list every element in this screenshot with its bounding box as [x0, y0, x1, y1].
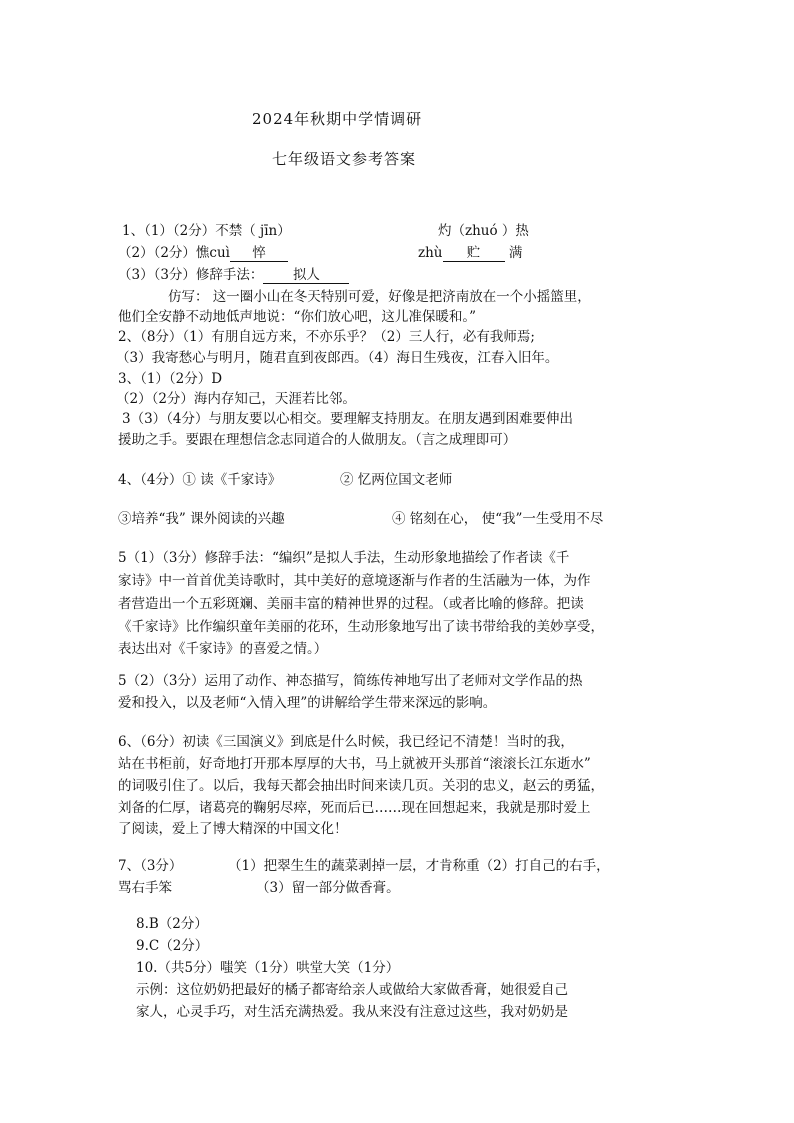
- q6-line1: 6、（6分）初读《三国演义》到底是什么时候，我已经记不清楚！当时的我，: [118, 734, 574, 750]
- q5-1-line1: 5（1）（3分）修辞手法：“编织”是拟人手法，生动形象地描绘了作者读《千: [118, 550, 570, 566]
- q6-line4: 刘备的仁厚，诸葛亮的鞠躬尽瘁，死而后已……现在回想起来，我就是那时爱上: [118, 800, 591, 816]
- q1-part1-b: 灼（zhuó ）热: [438, 223, 529, 239]
- q6-line3: 的词吸引住了。以后，我每天都会抽出时间来读几页。关羽的忠义，赵云的勇猛，: [118, 778, 604, 794]
- q1-part3-line: [118, 266, 349, 284]
- q5-1-line3: 者营造出一个五彩斑斓、美丽丰富的精神世界的过程。（或者比喻的修辞。把读: [118, 596, 584, 612]
- q1-part2-line: [118, 244, 288, 262]
- q3-line4: 援助之手。要跟在理想信念志同道合的人做朋友。（言之成理即可）: [118, 432, 517, 448]
- q1-part3-b1: 仿写： 这一圈小山在冬天特别可爱，好像是把济南放在一个小摇篮里，: [168, 289, 591, 305]
- q4-line1-b: ② 忆两位国文老师: [340, 472, 453, 488]
- q4-line1-a: 4、（4分）① 读《千家诗》: [118, 472, 282, 488]
- q1-part3-a: （3）（3分）修辞手法：: [118, 267, 264, 283]
- question-9: 9.C（2分）: [136, 938, 209, 954]
- q5-2-line1: 5（2）（3分）运用了动作、神态描写，简练传神地写出了老师对文学作品的热: [118, 673, 583, 689]
- q5-2-line2: 爱和投入，以及老师“入情入理”的讲解给学生带来深远的影响。: [118, 695, 497, 711]
- question-8: 8.B（2分）: [136, 916, 208, 932]
- q2-line2: （3）我寄愁心与明月，随君直到夜郎西。（4）海日生残夜，江春入旧年。: [116, 350, 559, 366]
- q6-line2: 站在书柜前，好奇地打开那本厚厚的大书，马上就被开头那首“滚滚长江东逝水”: [118, 756, 591, 772]
- q10-line1: 10.（共5分）嗤笑（1分）哄堂大笑（1分）: [136, 960, 400, 976]
- q1-part2-a-answer: 悴: [230, 246, 288, 262]
- q5-1-line2: 家诗》中一首首优美诗歌时，其中美好的意境逐渐与作者的生活融为一体，为作: [118, 573, 591, 589]
- q1-part3-answer: 拟人: [263, 268, 349, 284]
- q7-line2-a: 骂右手笨: [118, 880, 172, 896]
- q4-line2-b: ④ 铭刻在心， 使“我”一生受用不尽: [392, 511, 604, 527]
- q1-part2-b: zhù: [418, 245, 443, 261]
- q1-part2-a: （2）（2分）憔cuì: [118, 245, 231, 261]
- q3-line2: （2）（2分）海内存知己，天涯若比邻。: [116, 391, 356, 407]
- q5-1-line5: 表达出对《千家诗》的喜爱之情。）: [118, 641, 328, 657]
- q1-part3-b2: 他们全安静不动地低声地说：“你们放心吧，这儿准保暖和。”: [118, 309, 477, 325]
- document-subtitle: 七年级语文参考答案: [272, 150, 417, 168]
- q7-line1-a: 7、（3分）: [118, 858, 183, 874]
- document-title: 2024年秋期中学情调研: [252, 110, 423, 128]
- q7-line1-b: （1）把翠生生的蔬菜剥掉一层，才肯称重（2）打自己的右手，: [228, 858, 610, 874]
- q4-line2-a: ③培养“我” 课外阅读的兴趣: [118, 511, 285, 527]
- q1-part2-b-end: 满: [508, 245, 523, 261]
- q1-part2-b-line: [418, 244, 522, 262]
- q1-part2-b-answer: 贮: [443, 246, 505, 262]
- q1-part1-a: 1、（1）（2分）不禁（ jīn）: [122, 223, 291, 239]
- q10-line3: 家人，心灵手巧，对生活充满热爱。我从来没有注意过这些，我对奶奶是: [136, 1004, 568, 1020]
- q3-line1: 3、（1）（2分）D: [118, 371, 223, 387]
- q7-line2-b: （3）留一部分做香膏。: [256, 880, 400, 896]
- q10-line2: 示例：这位奶奶把最好的橘子都寄给亲人或做给大家做香膏，她很爱自己: [136, 982, 568, 998]
- q5-1-line4: 《千家诗》比作编织童年美丽的花环，生动形象地写出了读书带给我的美妙享受，: [118, 619, 604, 635]
- q2-line1: 2、（8分）（1）有朋自远方来，不亦乐乎？（2）三人行，必有我师焉;: [118, 329, 535, 345]
- q3-line3: 3（3）（4分）与朋友要以心相交。要理解支持朋友。在朋友遇到困难要伸出: [122, 411, 574, 427]
- q6-line5: 了阅读，爱上了博大精深的中国文化！: [118, 821, 348, 837]
